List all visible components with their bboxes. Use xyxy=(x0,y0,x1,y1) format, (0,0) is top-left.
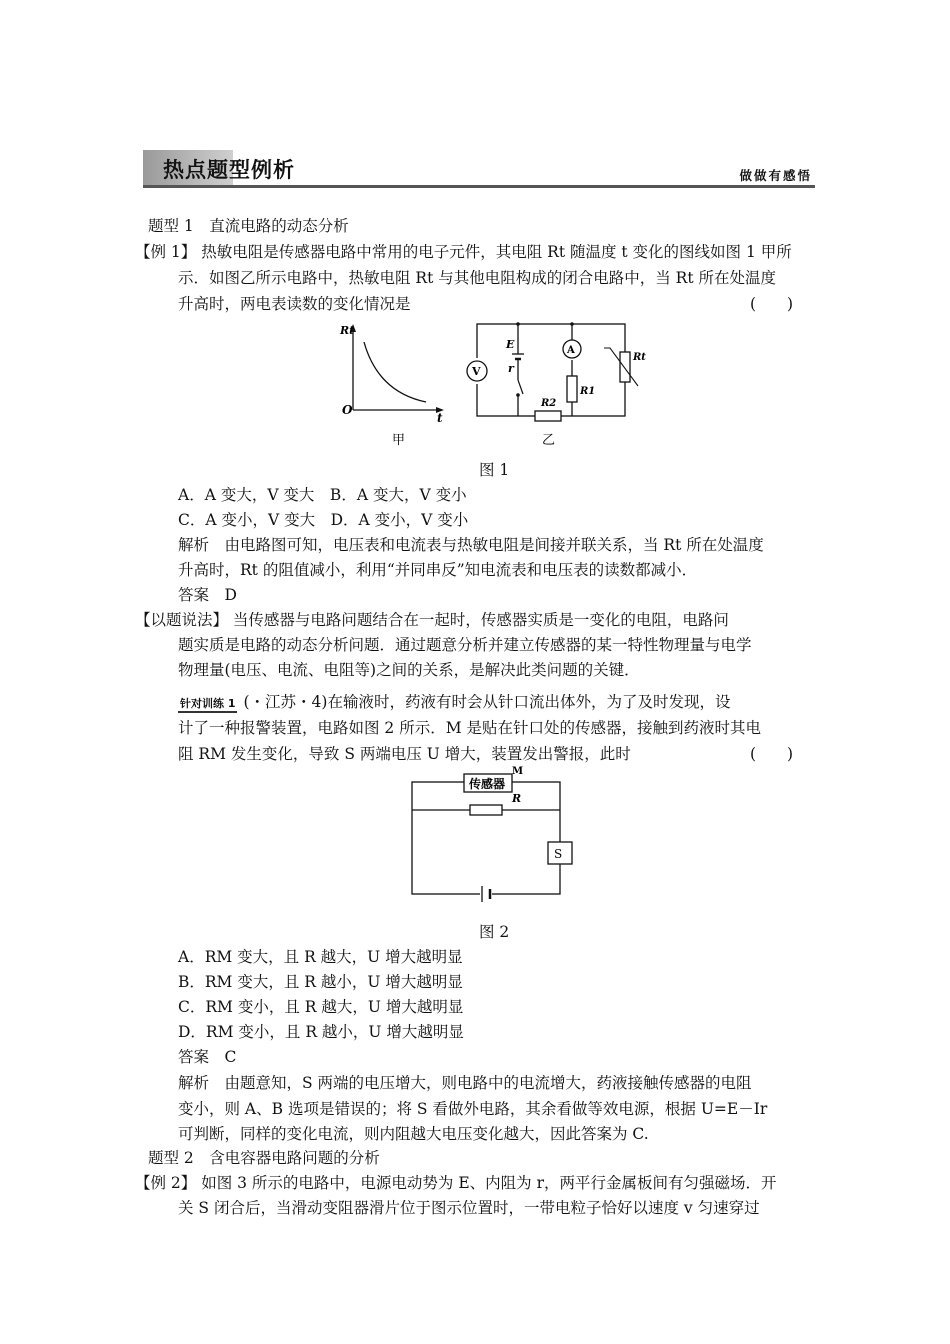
r2-label: R2 xyxy=(541,398,557,409)
graph-x-label: t xyxy=(437,411,443,425)
label-yi: 乙 xyxy=(542,433,556,448)
option-c: C．RM 变小，且 R 越大，U 增大越明显 xyxy=(178,998,464,1016)
page-title: 热点题型例析 xyxy=(163,158,295,182)
answer-1: 答案 D xyxy=(178,586,237,604)
internal-r-label: r xyxy=(508,362,514,375)
analysis-2-line-2: 变小，则 A、B 选项是错误的；将 S 看做外电路，其余看做等效电源，根据 U=E－Ir xyxy=(178,1100,768,1118)
method-line-2: 题实质是电路的动态分析问题．通过题意分析并建立传感器的某一特性物理量与电学 xyxy=(178,636,752,654)
figure-2 xyxy=(400,766,590,906)
r-label: R xyxy=(512,792,522,805)
drill-badge: 针对训练 1 xyxy=(178,695,237,713)
header-slogan: 做做有感悟 xyxy=(739,168,812,183)
analysis-2-line-1: 解析 由题意知，S 两端的电压增大，则电路中的电流增大，药液接触传感器的电阻 xyxy=(178,1074,752,1092)
m-label: M xyxy=(512,766,524,777)
example-2-line-2: 关 S 闭合后，当滑动变阻器滑片位于图示位置时，一带电粒子恰好以速度 v 匀速穿过 xyxy=(178,1199,760,1217)
section-title-1: 题型 1 直流电路的动态分析 xyxy=(148,217,349,235)
sensor-label: 传感器 xyxy=(469,777,506,791)
graph-y-label: Rt xyxy=(340,324,355,337)
option-b: B．RM 变大，且 R 越小，U 增大越明显 xyxy=(178,973,463,991)
example-1-line-2: 示．如图乙所示电路中，热敏电阻 Rt 与其他电阻构成的闭合电路中，当 Rt 所在处温度 xyxy=(178,269,777,287)
example-1-line-1: 【例 1】 热敏电阻是传感器电路中常用的电子元件，其电阻 Rt 随温度 t 变化的图线如图 1 甲所 xyxy=(135,243,792,261)
figure-1-caption: 图 1 xyxy=(479,461,510,479)
voltmeter-label: V xyxy=(472,365,481,378)
options-ab: A．A 变大，V 变大 B．A 变大，V 变小 xyxy=(178,486,467,504)
analysis-1-line-2: 升高时，Rt 的阻值减小，利用“并同串反”知电流表和电压表的读数都减小． xyxy=(178,561,698,579)
drill-line-2: 计了一种报警装置，电路如图 2 所示．M 是贴在针口处的传感器，接触到药液时其电 xyxy=(178,719,762,737)
answer-paren-1: ( ) xyxy=(750,295,794,313)
figure-1 xyxy=(320,318,650,454)
drill-line-1 xyxy=(178,690,730,713)
emf-label: E xyxy=(506,338,515,351)
ammeter-label: A xyxy=(567,345,575,356)
example-1-line-3: 升高时，两电表读数的变化情况是 xyxy=(178,295,411,313)
graph-origin: O xyxy=(342,403,353,417)
method-line-3: 物理量(电压、电流、电阻等)之间的关系，是解决此类问题的关键． xyxy=(178,661,640,679)
example-2-line-1: 【例 2】 如图 3 所示的电路中，电源电动势为 E、内阻为 r，两平行金属板间有匀强磁场．开 xyxy=(135,1174,777,1192)
label-jia: 甲 xyxy=(392,433,406,448)
header-rule xyxy=(143,185,815,188)
method-line-1: 【以题说法】 当传感器与电路问题结合在一起时，传感器实质是一变化的电阻，电路问 xyxy=(135,611,729,629)
figure-2-caption: 图 2 xyxy=(479,923,510,941)
analysis-1-line-1: 解析 由电路图可知，电压表和电流表与热敏电阻是间接并联关系，当 Rt 所在处温度 xyxy=(178,536,764,554)
answer-2: 答案 C xyxy=(178,1048,237,1066)
drill-text-1: (・江苏・4)在输液时，药液有时会从针口流出体外，为了及时发现，设 xyxy=(243,693,731,711)
analysis-2-line-3: 可判断，同样的变化电流，则内阻越大电压变化越大，因此答案为 C. xyxy=(178,1125,649,1143)
drill-line-3: 阻 RM 发生变化，导致 S 两端电压 U 增大，装置发出警报，此时 xyxy=(178,745,631,763)
rt-label: Rt xyxy=(633,352,646,363)
option-a: A．RM 变大，且 R 越大，U 增大越明显 xyxy=(178,948,463,966)
section-title-2: 题型 2 含电容器电路问题的分析 xyxy=(148,1149,380,1167)
answer-paren-2: ( ) xyxy=(750,745,794,763)
r1-label: R1 xyxy=(580,386,596,397)
option-d: D．RM 变小，且 R 越小，U 增大越明显 xyxy=(178,1023,464,1041)
s-label: S xyxy=(554,847,563,861)
options-cd: C．A 变小，V 变大 D．A 变小，V 变小 xyxy=(178,511,469,529)
